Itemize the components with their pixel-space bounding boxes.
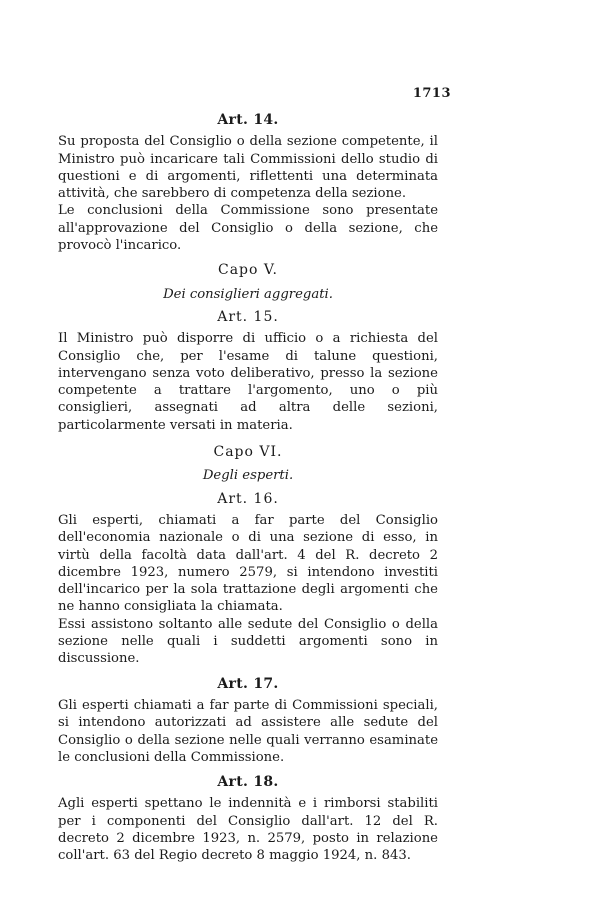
- article-16-heading: Art. 16.: [217, 490, 279, 507]
- capo-5-subtitle: Dei consiglieri aggregati.: [163, 286, 333, 302]
- article-17-heading: Art. 17.: [217, 675, 279, 692]
- article-17-paragraph: Gli esperti chiamati a far parte di Commissioni speciali, si intendono autorizzati ad assistere alle sedute del Consiglio o della sezione nelle quali verranno esaminate le conclusioni della Commissione.: [58, 697, 438, 765]
- document-body: [58, 112, 438, 865]
- capo-6-subtitle: Degli esperti.: [202, 468, 294, 484]
- article-14-paragraph-1: Su proposta del Consiglio o della sezione competente, il Ministro può incaricare tali Commissioni dello studio di questioni e di argomenti, riflettenti una determinata attività, che sarebbero di competenza della sezione.: [58, 134, 438, 202]
- capo-6-heading: Capo VI.: [213, 444, 283, 461]
- article-18-heading: Art. 18.: [217, 774, 279, 791]
- article-15-heading: Art. 15.: [217, 308, 279, 325]
- article-15-paragraph: Il Ministro può disporre di ufficio o a richiesta del Consiglio che, per l'esame di talune questioni, intervengano senza voto deliberativo, presso la sezione competente a trattare l'argomento, uno o più consiglieri, assegnati ad altra delle sezioni, particolarmente versati in materia.: [58, 331, 438, 433]
- article-14-paragraph-2: Le conclusioni della Commissione sono presentate all'approvazione del Consiglio o della sezione, che provocò l'incarico.: [58, 203, 438, 254]
- article-14-heading: Art. 14.: [217, 112, 279, 128]
- page-number: 1713: [412, 86, 451, 101]
- capo-5-heading: Capo V.: [217, 262, 278, 279]
- article-18-paragraph: Agli esperti spettano le indennità e i rimborsi stabiliti per i componenti del Consiglio dall'art. 12 del R. decreto 2 dicembre 1923, n. 2579, posto in relazione coll'art. 63 del Regio decreto 8 maggio 1924, n. 843.: [58, 796, 438, 864]
- article-16-paragraph-2: Essi assistono soltanto alle sedute del Consiglio o della sezione nelle quali i suddetti argomenti sono in discussione.: [58, 616, 438, 667]
- article-16-paragraph-1: Gli esperti, chiamati a far parte del Consiglio dell'economia nazionale o di una sezione di esso, in virtù della facoltà data dall'art. 4 del R. decreto 2 dicembre 1923, numero 2579, si intendono investiti dell'incarico per la sola trattazione degli argomenti che ne hanno consigliata la chiamata.: [58, 512, 438, 615]
